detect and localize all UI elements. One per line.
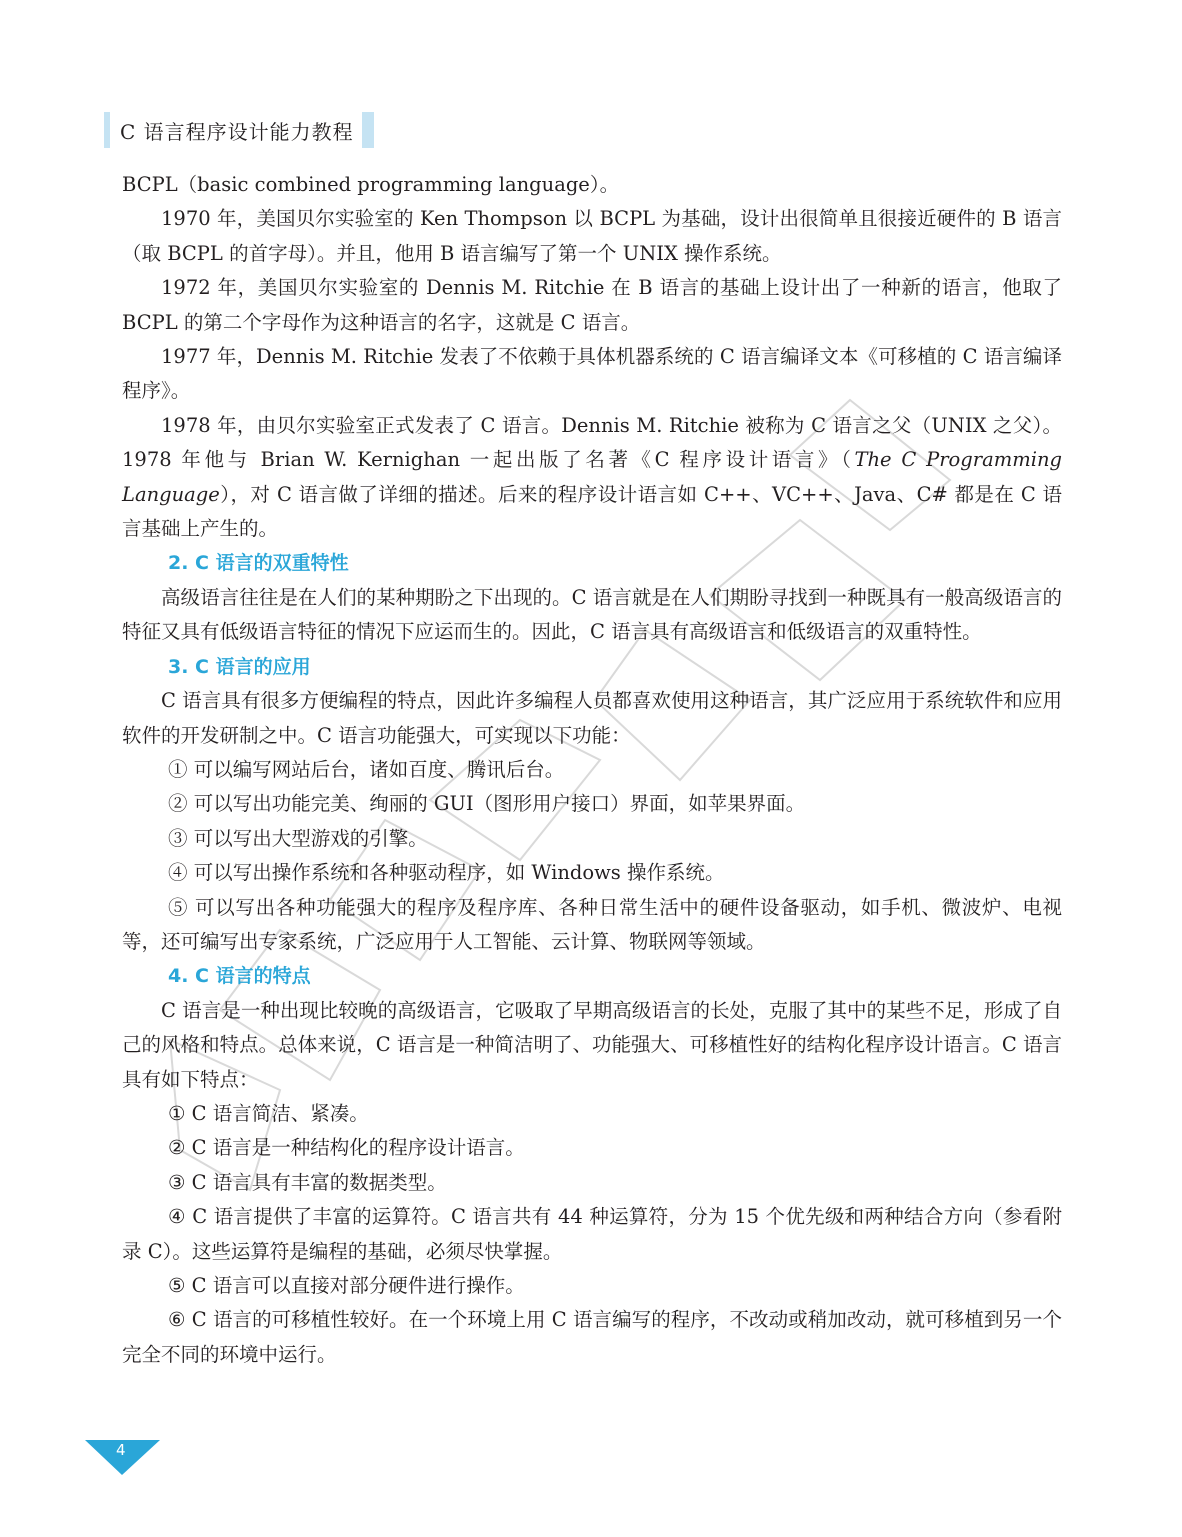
feature-item: ④ C 语言提供了丰富的运算符。C 语言共有 44 种运算符，分为 15 个优先级和两种结合方向（参看附录 C）。这些运算符是编程的基础，必须尽快掌握。 xyxy=(122,1205,1062,1263)
section-heading-dual-nature: 2. C 语言的双重特性 xyxy=(168,552,349,575)
feature-item: ③ C 语言具有丰富的数据类型。 xyxy=(168,1170,447,1194)
running-header xyxy=(104,112,374,148)
paragraph-1978-part-a: 1978 年，由贝尔实验室正式发表了 C 语言。Dennis M. Ritchie 被称为 C 语言之父（UNIX 之父）。1978 年他与 Brian W. Kernighan 一起出版了名著《C 程序设计语言》（ xyxy=(122,413,1062,472)
section-text-applications: C 语言具有很多方便编程的特点，因此许多编程人员都喜欢使用这种语言，其广泛应用于系统软件和应用软件的开发研制之中。C 语言功能强大，可实现以下功能： xyxy=(122,689,1062,747)
application-item: ③ 可以写出大型游戏的引擎。 xyxy=(168,826,428,850)
paragraph-1978-part-b: ），对 C 语言做了详细的描述。后来的程序设计语言如 C++、VC++、Java、C# 都是在 C 语言基础上产生的。 xyxy=(122,482,1062,541)
paragraph-1977: 1977 年，Dennis M. Ritchie 发表了不依赖于具体机器系统的 C 语言编译文本《可移植的 C 语言编译程序》。 xyxy=(122,345,1062,403)
section-text-dual-nature: 高级语言往往是在人们的某种期盼之下出现的。C 语言就是在人们期盼寻找到一种既具有一般高级语言的特征又具有低级语言特征的情况下应运而生的。因此，C 语言具有高级语言和低级语言的双重特性。 xyxy=(122,585,1062,644)
page-number: 4 xyxy=(116,1441,126,1459)
section-text-features: C 语言是一种出现比较晚的高级语言，它吸取了早期高级语言的长处，克服了其中的某些不足，形成了自己的风格和特点。总体来说，C 语言是一种简洁明了、功能强大、可移植性好的结构化程序设计语言。C 语言具有如下特点： xyxy=(122,998,1062,1091)
paragraph-1970: 1970 年，美国贝尔实验室的 Ken Thompson 以 BCPL 为基础，设计出很简单且很接近硬件的 B 语言（取 BCPL 的首字母）。并且，他用 B 语言编写了第一个 UNIX 操作系统。 xyxy=(122,207,1062,265)
feature-item: ⑥ C 语言的可移植性较好。在一个环境上用 C 语言编写的程序，不改动或稍加改动，就可移植到另一个完全不同的环境中运行。 xyxy=(122,1308,1062,1366)
paragraph-1978 xyxy=(122,409,1062,547)
book-title-italic: The C Programming Language xyxy=(122,448,1062,506)
application-item: ② 可以写出功能完美、绚丽的 GUI（图形用户接口）界面，如苹果界面。 xyxy=(168,792,806,816)
application-item: ⑤ 可以写出各种功能强大的程序及程序库、各种日常生活中的硬件设备驱动，如手机、微波炉、电视等，还可编写出专家系统，广泛应用于人工智能、云计算、物联网等领域。 xyxy=(122,895,1062,953)
feature-item: ⑤ C 语言可以直接对部分硬件进行操作。 xyxy=(168,1274,525,1297)
paragraph-bcpl: BCPL（basic combined programming language）。 xyxy=(122,173,620,196)
application-item: ① 可以编写网站后台，诸如百度、腾讯后台。 xyxy=(168,757,565,781)
feature-item: ② C 语言是一种结构化的程序设计语言。 xyxy=(168,1136,525,1160)
paragraph-1972: 1972 年，美国贝尔实验室的 Dennis M. Ritchie 在 B 语言的基础上设计出了一种新的语言，他取了 BCPL 的第二个字母作为这种语言的名字，这就是 C 语言。 xyxy=(122,276,1062,334)
header-title: C 语言程序设计能力教程 xyxy=(120,119,354,144)
page-body xyxy=(122,168,1062,1372)
feature-item: ① C 语言简洁、紧凑。 xyxy=(168,1101,369,1125)
header-right-bar xyxy=(362,112,374,148)
section-heading-applications: 3. C 语言的应用 xyxy=(168,655,311,678)
application-item: ④ 可以写出操作系统和各种驱动程序，如 Windows 操作系统。 xyxy=(168,861,725,885)
section-heading-features: 4. C 语言的特点 xyxy=(168,965,311,988)
